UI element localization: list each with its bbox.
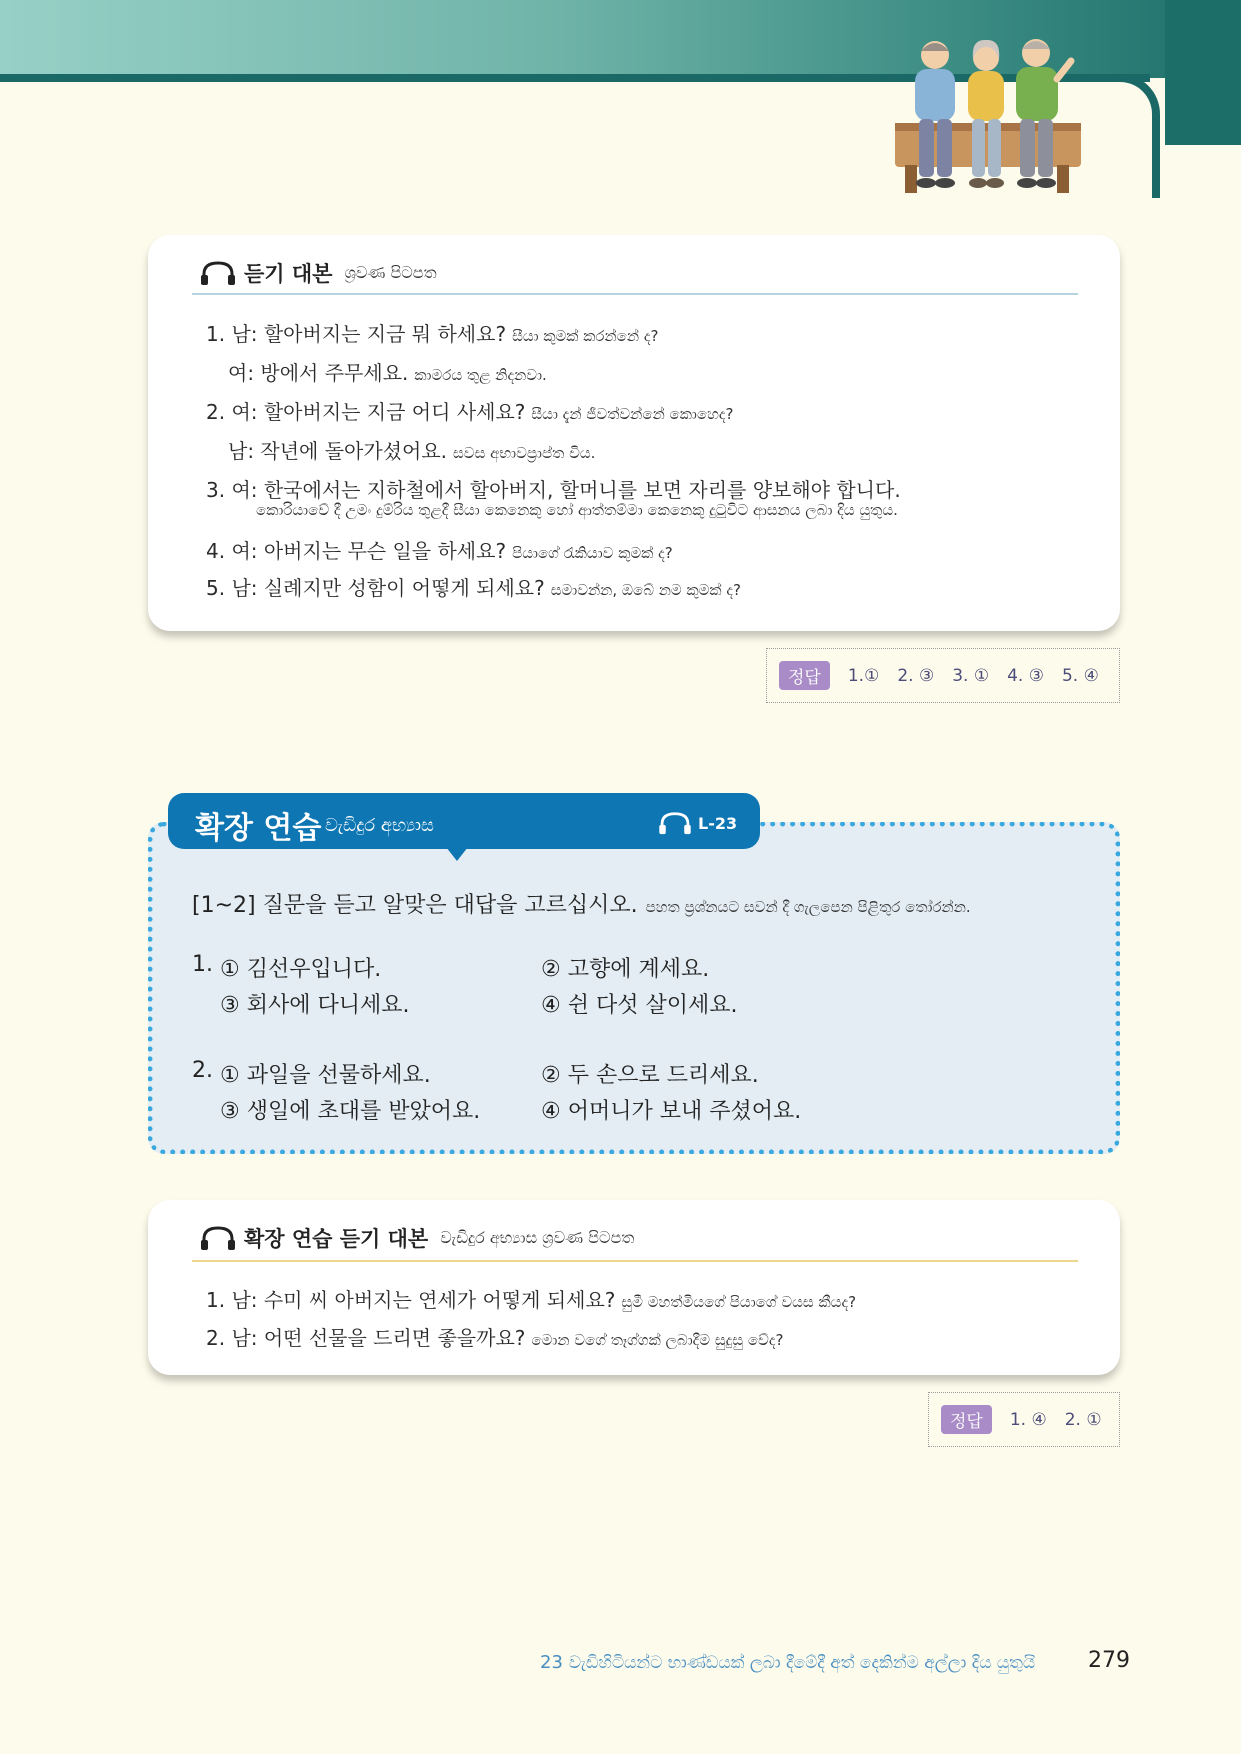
script-line-5: 3. 여: 한국에서는 지하철에서 할아버지, 할머니를 보면 자리를 양보해야 합니다.: [206, 478, 901, 502]
question-1-option-1[interactable]: ① 김선우입니다.: [220, 957, 382, 982]
answer-item: 4. ③: [1007, 665, 1044, 686]
script-line-6: 4. 여: 아버지는 무슨 일을 하세요? පියාගේ රැකියාව කුමක් ද?: [206, 539, 673, 563]
question-2-number: 2.: [192, 1058, 213, 1083]
script-line-1: 1. 남: 할아버지는 지금 뭐 하세요? සීයා කුමක් කරන්නේ ද?: [206, 322, 659, 346]
script-line-4: 남: 작년에 돌아가셨어요. සවස අභාවප්‍රාප්ත විය.: [228, 439, 596, 463]
track-label: L-23: [698, 813, 738, 833]
answer-item: 2. ③: [897, 665, 935, 686]
ext-script-line-1: 1. 남: 수미 씨 아버지는 연세가 어떻게 되세요? සුමී මහත්මියගේ පියාගේ වයස කීයද?: [206, 1288, 857, 1312]
extension-tab-pointer: [446, 847, 468, 861]
listening-script-title-ko: 듣기 대본: [244, 262, 333, 286]
ext-script-line-2: 2. 남: 어떤 선물을 드리면 좋을까요? මොන වගේ තෑග්ගක් ලබාදීම සුදුසු වේද?: [206, 1326, 784, 1350]
extension-script-rule: [192, 1260, 1078, 1262]
answer-item: 5. ④: [1061, 665, 1099, 686]
headphones-icon: [658, 811, 692, 835]
answer-key-1: [766, 648, 1120, 703]
answer-badge: 정답: [941, 1405, 992, 1434]
extension-script-title-ko: 확장 연습 듣기 대본: [244, 1227, 429, 1251]
chapter-number: 23: [540, 1652, 563, 1673]
listening-script-rule: [192, 293, 1078, 295]
script-line-7: 5. 남: 실례지만 성함이 어떻게 되세요? සමාවන්න, ඔබේ නම කුමක් ද?: [206, 576, 741, 600]
elderly-people-illustration: [895, 35, 1095, 200]
script-line-2: 여: 방에서 주무세요. කාමරය තුළ නිදනවා.: [228, 361, 547, 385]
extension-script-title-si: වැඩිදුර අභ්‍යාස ශ්‍රවණ පිටපත: [440, 1228, 635, 1247]
extension-title-si: වැඩිදුර අභ්‍යාස: [325, 815, 434, 836]
answer-item: 3. ①: [952, 665, 990, 686]
answer-item: 1. ④: [1009, 1409, 1047, 1430]
question-1-option-2[interactable]: ② 고향에 계세요.: [541, 957, 710, 982]
header-corner-block: [1165, 0, 1241, 145]
question-2-option-3[interactable]: ③ 생일에 초대를 받았어요.: [220, 1099, 481, 1124]
headphones-icon: [200, 1225, 236, 1251]
extension-script-title: [200, 1223, 634, 1253]
question-1-option-3[interactable]: ③ 회사에 다니세요.: [220, 993, 410, 1018]
question-2-option-4[interactable]: ④ 어머니가 보내 주셨어요.: [541, 1099, 802, 1124]
listening-script-title: [200, 258, 437, 288]
answer-badge: 정답: [779, 661, 830, 690]
question-instruction: [1~2] 질문을 듣고 알맞은 대답을 고르십시오. පහත ප්‍රශ්නයට සවන් දී ගැලපෙන පිළිතුර තෝරන්න.: [192, 893, 971, 918]
question-2-option-1[interactable]: ① 과일을 선물하세요.: [220, 1063, 431, 1088]
header-hook: [1100, 74, 1160, 198]
extension-title-ko: 확장 연습: [195, 811, 322, 846]
question-1-number: 1.: [192, 952, 213, 977]
audio-track[interactable]: [658, 811, 737, 835]
listening-script-title-si: ශ්‍රවණ පිටපත: [344, 263, 437, 282]
question-1-option-4[interactable]: ④ 쉰 다섯 살이세요.: [541, 993, 738, 1018]
question-2-option-2[interactable]: ② 두 손으로 드리세요.: [541, 1063, 759, 1088]
script-line-3: 2. 여: 할아버지는 지금 어디 사세요? සීයා දැන් ජීවත්වන්නේ කොහෙද?: [206, 400, 734, 424]
footer-chapter-caption: 23 වැඩිහිටියන්ට භාණ්ඩයක් ලබා දීමේදී අත් දෙකින්ම අල්ලා දිය යුතුයි: [540, 1652, 1036, 1673]
answer-key-2: [928, 1392, 1120, 1447]
page-number: 279: [1088, 1648, 1130, 1673]
headphones-icon: [200, 260, 236, 286]
script-line-5-translation: කොරියාවේ දී උමං දුම්රිය තුළදී සීයා කෙනෙකු හෝ ආත්තම්මා කෙනෙකු දුටුවිට ආසනය ලබා දිය යුතුය.: [256, 501, 898, 519]
answer-item: 2. ①: [1064, 1409, 1102, 1430]
answer-item: 1.①: [847, 665, 880, 686]
